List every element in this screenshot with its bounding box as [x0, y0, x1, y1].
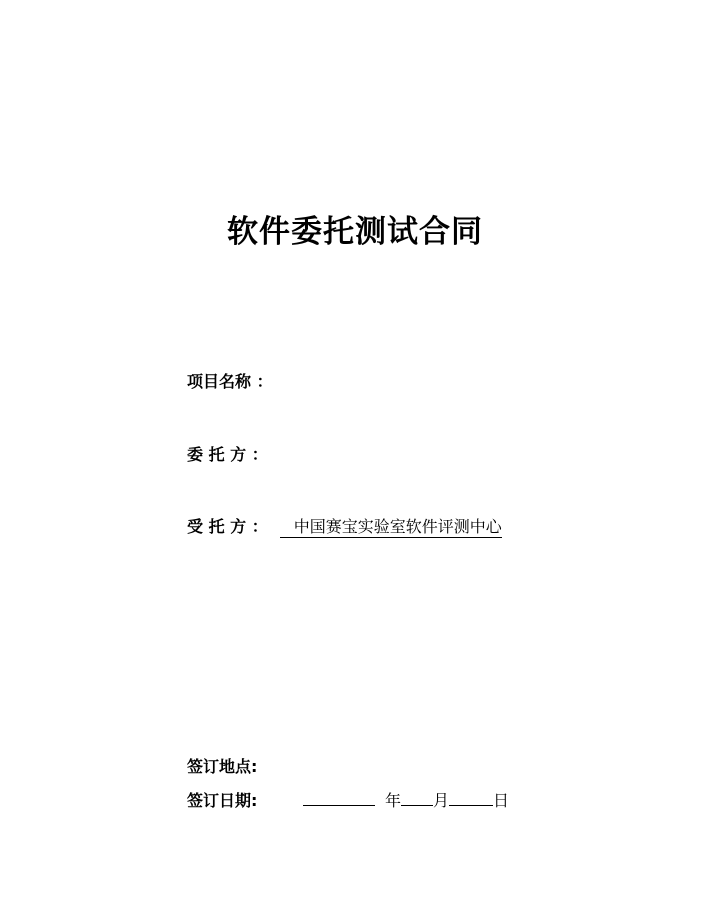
project-name-label: 项目名称 ： [187, 372, 273, 391]
day-unit: 日 [493, 791, 510, 810]
project-name-row [187, 371, 273, 393]
document-title: 软件委托测试合同 [227, 214, 483, 250]
client-row [187, 444, 268, 466]
month-unit: 月 [433, 791, 450, 810]
day-blank [449, 791, 493, 806]
year-blank [303, 791, 375, 806]
contractor-value: 中国赛宝实验室软件评测中心 [280, 517, 502, 538]
signing-date-label: 签订日期: [187, 791, 258, 810]
client-label: 委 托 方 ： [187, 445, 268, 464]
signing-place-label: 签订地点: [187, 757, 258, 776]
signing-place-row [187, 756, 257, 778]
month-blank [401, 791, 433, 806]
contractor-label: 受 托 方 ： [187, 517, 268, 536]
contractor-row [187, 516, 502, 538]
year-unit: 年 [385, 791, 402, 810]
signing-date-row [187, 790, 509, 812]
